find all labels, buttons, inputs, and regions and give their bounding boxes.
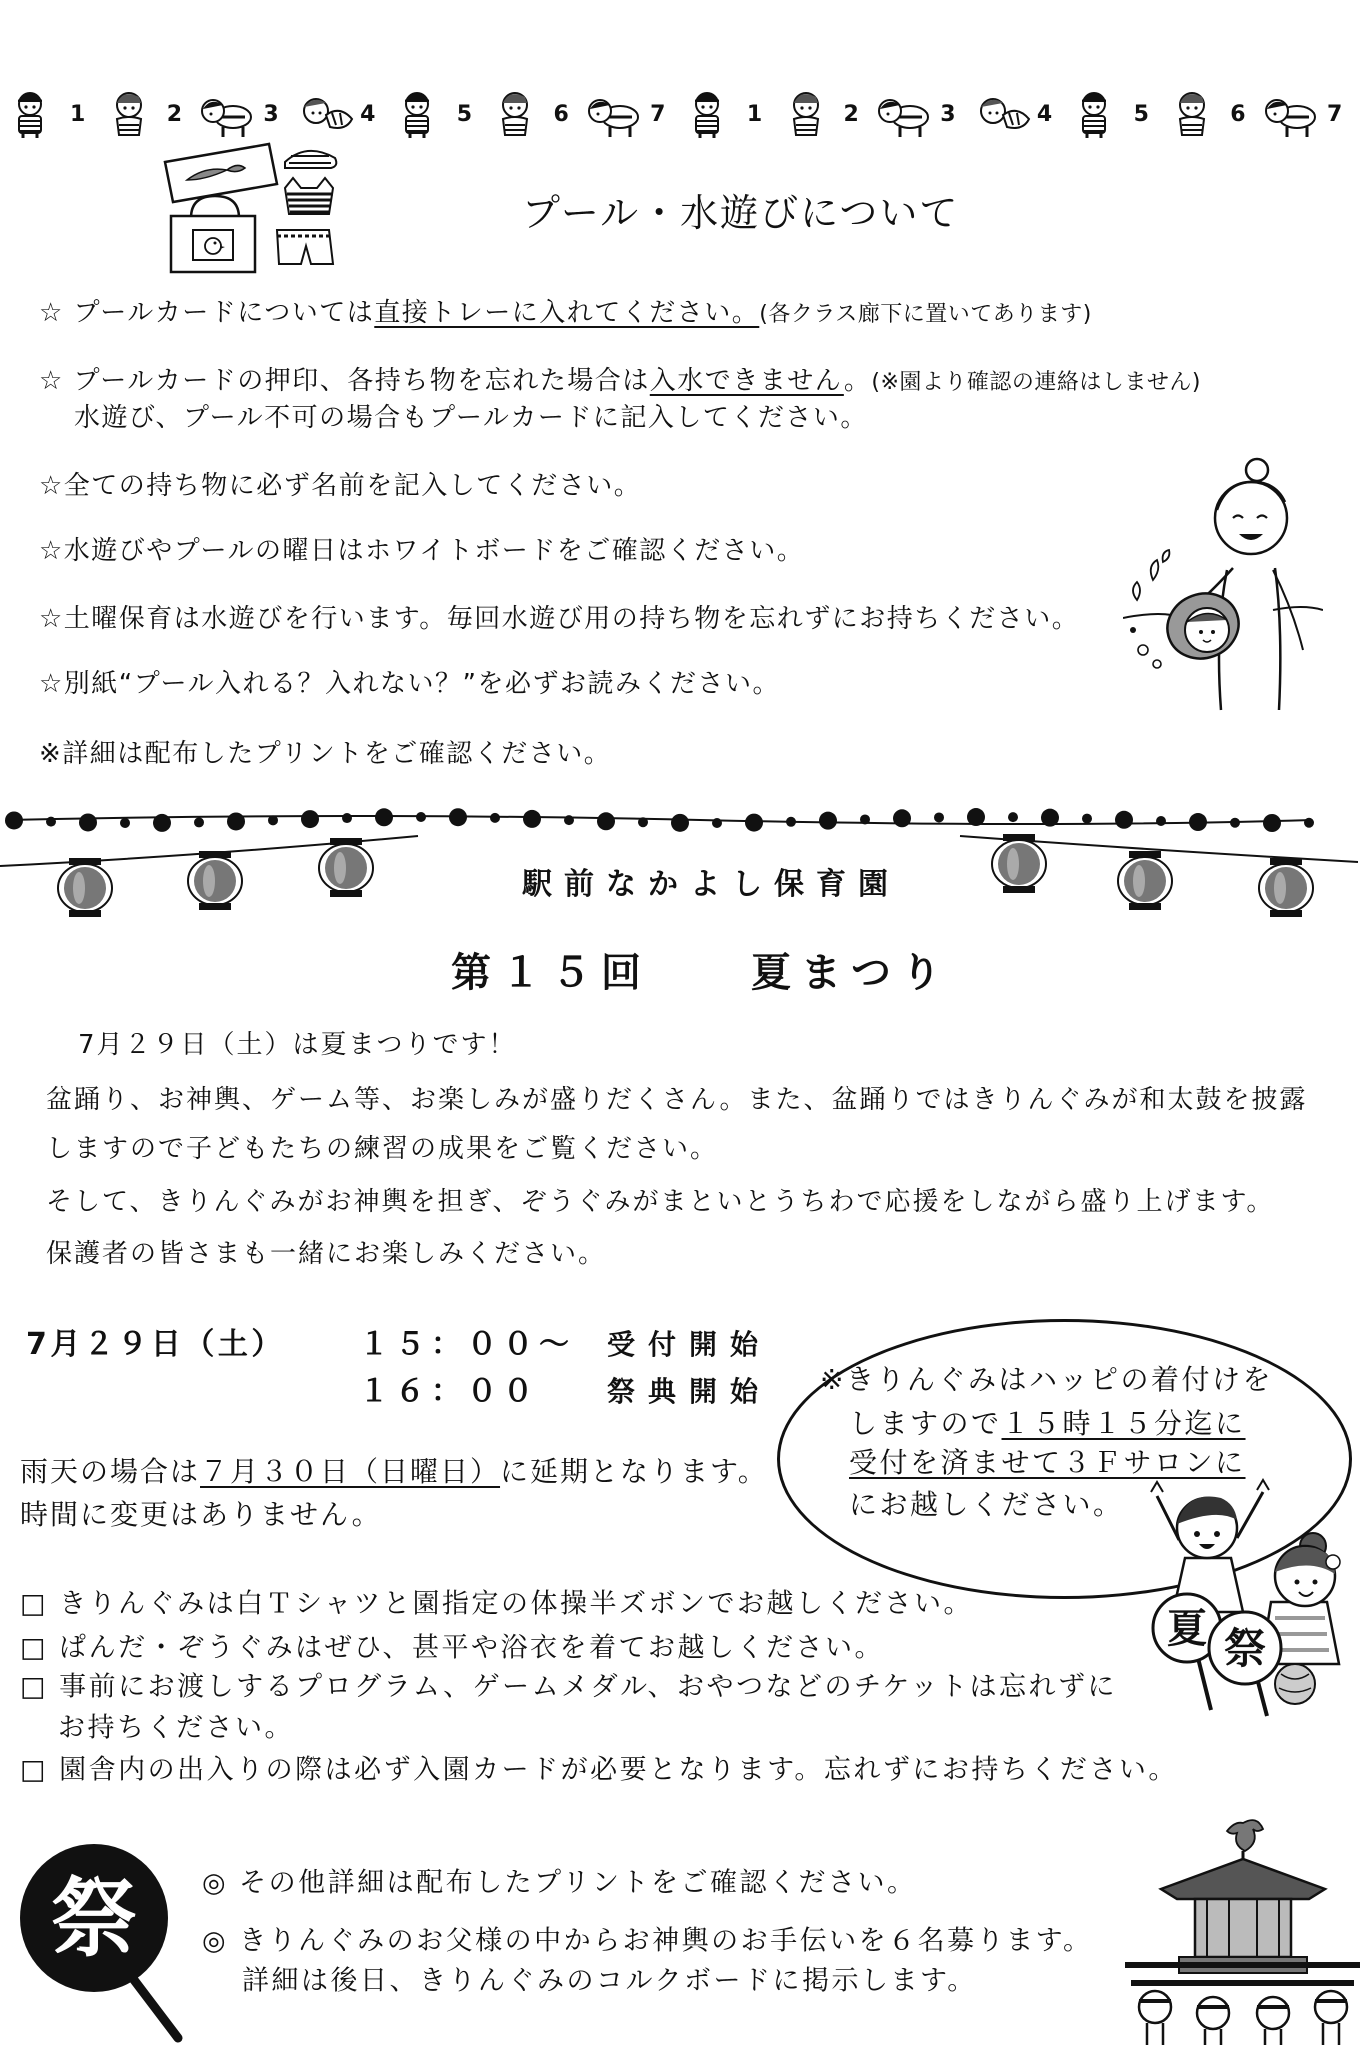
- garland-bead: [1008, 812, 1018, 822]
- garland-bead: [967, 808, 985, 826]
- child-icon: [103, 89, 163, 139]
- child-icon: [973, 89, 1033, 139]
- garland-bead: [490, 813, 500, 823]
- callout-text: しますので: [849, 1407, 1002, 1440]
- garland-bead: [301, 810, 319, 828]
- garland-bead: [416, 812, 426, 822]
- garland-bead: [1041, 809, 1059, 827]
- pool-rule-1: [39, 300, 1092, 326]
- pool-rule-6: ☆別紙“プール入れる？入れない？”を必ずお読みください。: [39, 669, 780, 699]
- sequence-item: [973, 86, 1070, 142]
- garland-bead: [712, 818, 722, 828]
- lantern-icon: [319, 838, 373, 897]
- rain-notice-text: 雨天の場合は: [20, 1455, 201, 1488]
- garland-bead: [745, 814, 763, 832]
- sequence-number: 2: [843, 101, 859, 127]
- sequence-item: [1263, 86, 1360, 142]
- garland-bead: [5, 811, 23, 829]
- sequence-number: 5: [456, 101, 473, 127]
- sequence-item: [780, 86, 877, 142]
- garland-bead: [564, 815, 574, 825]
- pool-rule-2-emphasis: 入水できません: [649, 366, 844, 396]
- checklist-item-continued: お持ちください。: [58, 1712, 294, 1744]
- sequence-number: 1: [70, 101, 86, 127]
- schedule-date: 7月２９日（土）: [26, 1327, 285, 1362]
- garland-bead: [46, 817, 56, 827]
- lantern-icon: [188, 851, 242, 910]
- sequence-item: [586, 86, 683, 142]
- pool-rule-2-text: ☆ プールカードの押印、各持ち物を忘れた場合は: [39, 366, 650, 396]
- pool-rule-3: ☆全ての持ち物に必ず名前を記入してください。: [39, 471, 642, 501]
- garland-bead: [194, 817, 204, 827]
- sequence-number: 2: [166, 101, 182, 127]
- garland-bead: [153, 814, 171, 832]
- child-icon: [489, 89, 549, 139]
- swim-gear-illustration: [157, 140, 377, 276]
- callout-location: 受付を済ませて３Ｆサロンに: [849, 1446, 1246, 1479]
- sequence-item: [1070, 86, 1167, 142]
- garland-bead: [934, 812, 944, 822]
- callout-line: ※きりんぐみはハッピの着付けを: [820, 1363, 1273, 1396]
- water-play-illustration: [1123, 450, 1323, 715]
- child-icon: [6, 89, 66, 139]
- sequence-item: [876, 86, 973, 142]
- festival-kids-illustration: [1145, 1478, 1360, 1718]
- uchiwa-fan-icon: [18, 1840, 193, 2045]
- sequence-number: 1: [746, 101, 763, 127]
- garland-bead: [597, 812, 615, 830]
- sequence-item: [296, 86, 393, 142]
- fan-character: 祭: [1223, 1624, 1267, 1673]
- garland-bead: [449, 808, 467, 826]
- lantern-icon: [58, 858, 112, 917]
- callout-deadline: １５時１５分迄に: [1001, 1407, 1246, 1440]
- garland-bead: [1304, 818, 1314, 828]
- sequence-number: 6: [1230, 101, 1246, 127]
- checklist-item: □ 事前にお渡しするプログラム、ゲームメダル、おやつなどのチケットは忘れずに: [20, 1671, 1118, 1703]
- sequence-item: [1166, 86, 1263, 142]
- sequence-item: [199, 86, 296, 142]
- sequence-number: 3: [263, 101, 279, 127]
- garland-bead: [342, 813, 352, 823]
- garland-bead: [1156, 816, 1166, 826]
- garland-bead: [860, 814, 870, 824]
- rain-notice: [20, 1455, 768, 1488]
- sequence-number: 4: [1036, 101, 1053, 127]
- lantern-icon: [1118, 851, 1172, 910]
- festival-intro-line: そして、きりんぐみがお神輿を担ぎ、ぞうぐみがまといとうちわで応援をしながら盛り上げます。: [46, 1187, 1275, 1217]
- garland-bead: [1115, 811, 1133, 829]
- festival-intro-line: 7月２９日（土）は夏まつりです！: [78, 1030, 517, 1060]
- checklist-item: □ ぱんだ・ぞうぐみはぜひ、甚平や浴衣を着てお越しください。: [20, 1632, 885, 1664]
- pool-rule-2-continued: 水遊び、プール不可の場合もプールカードに記入してください。: [74, 403, 868, 433]
- festival-intro-line: 盆踊り、お神輿、ゲーム等、お楽しみが盛りだくさん。また、盆踊りではきりんぐみが和太鼓を披露: [46, 1085, 1308, 1115]
- child-icon: [876, 89, 936, 139]
- garland-bead: [120, 818, 130, 828]
- lantern-icon: [1259, 858, 1313, 917]
- sequence-number: 5: [1133, 101, 1149, 127]
- pool-rule-2-period: 。: [843, 366, 872, 396]
- pool-rule-1-emphasis: 直接トレーに入れてください。: [374, 298, 760, 328]
- schedule-event: 受付開始: [607, 1328, 772, 1361]
- festival-title: 第１５回 夏まつり: [451, 950, 951, 996]
- sequence-number: 7: [1326, 101, 1343, 127]
- festival-garland: [0, 780, 1366, 930]
- garland-bead: [893, 809, 911, 827]
- garland-bead: [638, 817, 648, 827]
- child-icon: [780, 89, 840, 139]
- note-item: ◎ きりんぐみのお父様の中からお神輿のお手伝いを６名募ります。: [202, 1925, 1093, 1957]
- garland-bead: [786, 817, 796, 827]
- sequence-item: [393, 86, 490, 142]
- sequence-item: [6, 86, 103, 142]
- garland-bead: [523, 810, 541, 828]
- sequence-item: [489, 86, 586, 142]
- child-icon: [586, 89, 646, 139]
- pool-details-note: ※詳細は配布したプリントをご確認ください。: [39, 739, 612, 769]
- checklist-item: □ 園舎内の出入りの際は必ず入園カードが必要となります。忘れずにお持ちください。: [20, 1754, 1178, 1786]
- child-icon: [393, 89, 453, 139]
- pool-rule-1-text: ☆ プールカードについては: [39, 298, 375, 328]
- checklist-item: □ きりんぐみは白Ｔシャツと園指定の体操半ズボンでお越しください。: [20, 1588, 974, 1620]
- fan-character: 夏: [1167, 1606, 1207, 1652]
- rain-time-note: 時間に変更はありません。: [20, 1498, 382, 1531]
- sequence-number: 3: [940, 101, 956, 127]
- pool-rule-5: ☆土曜保育は水遊びを行います。毎回水遊び用の持ち物を忘れずにお持ちください。: [39, 604, 1080, 634]
- mikoshi-illustration: [1125, 1815, 1360, 2045]
- garland-bead: [819, 812, 837, 830]
- sequence-number: 6: [553, 101, 569, 127]
- pool-section-title: プール・水遊びについて: [522, 191, 960, 235]
- sequence-number: 7: [650, 101, 666, 127]
- pool-rule-1-note: (各クラス廊下に置いてあります): [759, 302, 1092, 327]
- child-icon: [296, 89, 356, 139]
- lantern-icon: [992, 834, 1046, 893]
- child-icon: [1166, 89, 1226, 139]
- rain-notice-text: に延期となります。: [500, 1455, 768, 1488]
- pool-rule-2-note: (※園より確認の連絡はしません): [871, 370, 1201, 395]
- festival-intro-line: しますので子どもたちの練習の成果をご覧ください。: [46, 1134, 719, 1164]
- garland-bead: [1189, 813, 1207, 831]
- header-icon-row: [6, 86, 1360, 142]
- sequence-item: [683, 86, 780, 142]
- garland-bead: [1082, 814, 1092, 824]
- nursery-name: 駅前なかよし保育園: [522, 867, 900, 902]
- note-item: ◎ その他詳細は配布したプリントをご確認ください。: [202, 1867, 917, 1899]
- garland-bead: [671, 814, 689, 832]
- child-icon: [683, 89, 743, 139]
- note-item-continued: 詳細は後日、きりんぐみのコルクボードに掲示します。: [242, 1965, 977, 1997]
- callout-line: にお越しください。: [849, 1488, 1124, 1521]
- garland-bead: [79, 813, 97, 831]
- sequence-number: 4: [360, 101, 376, 127]
- garland-bead: [268, 815, 278, 825]
- schedule-time: １６：００: [359, 1374, 539, 1409]
- schedule-event: 祭典開始: [607, 1375, 772, 1408]
- garland-bead: [1263, 814, 1281, 832]
- festival-intro-line: 保護者の皆さまも一緒にお楽しみください。: [46, 1239, 607, 1269]
- callout-line: [849, 1407, 1246, 1440]
- schedule-time: １５：００～: [359, 1327, 575, 1362]
- child-icon: [1070, 89, 1130, 139]
- child-icon: [1263, 89, 1323, 139]
- rain-date: ７月３０日（日曜日）: [200, 1455, 501, 1488]
- garland-bead: [227, 812, 245, 830]
- garland-bead: [1230, 818, 1240, 828]
- pool-rule-2: [39, 368, 1201, 394]
- child-icon: [199, 89, 259, 139]
- sequence-item: [103, 86, 200, 142]
- pool-rule-4: ☆水遊びやプールの曜日はホワイトボードをご確認ください。: [39, 536, 805, 566]
- garland-bead: [375, 808, 393, 826]
- uchiwa-character: 祭: [51, 1869, 137, 1969]
